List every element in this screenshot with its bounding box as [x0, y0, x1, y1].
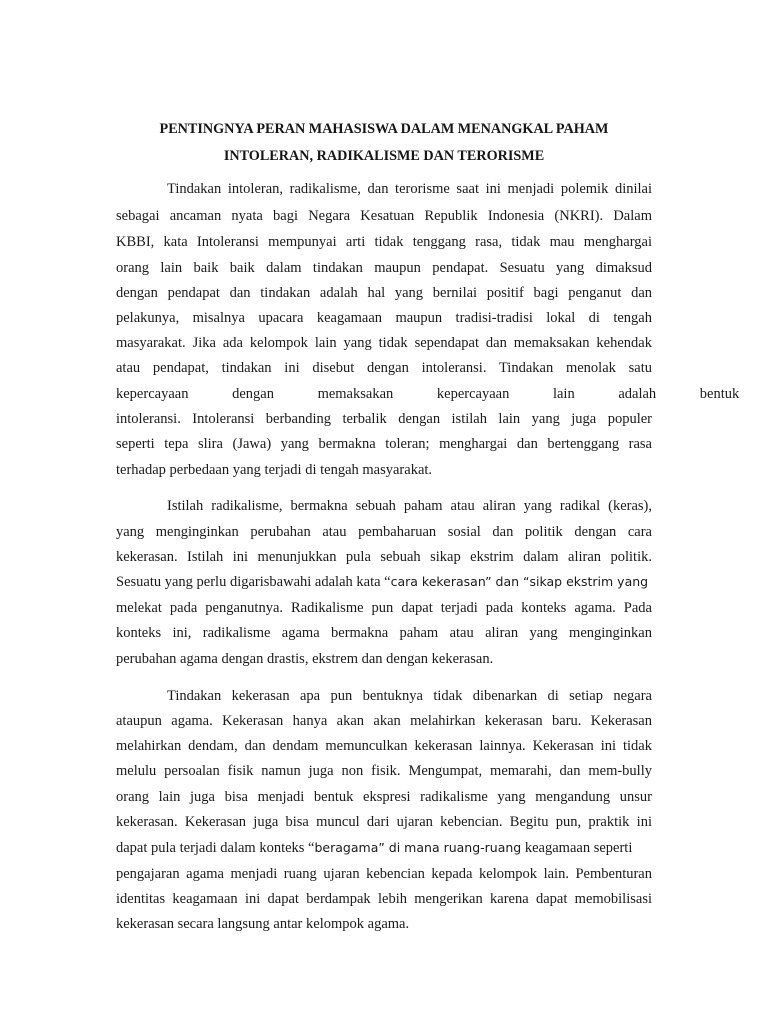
- p3-line-1: Tindakan kekerasan apa pun bentuknya tidak dibenarkan di setiap negara: [167, 688, 652, 704]
- p3-line-7-end: keagamaan seperti: [521, 840, 633, 856]
- p1-line-10: intoleransi. Intoleransi berbanding terbalik dengan istilah lain yang juga populer: [116, 411, 652, 427]
- p3-line-7-serif: dapat pula terjadi dalam konteks “: [116, 840, 315, 856]
- p2-line-7: perubahan agama dengan drastis, ekstrem dan dengan kekerasan.: [116, 651, 494, 667]
- p3-line-3: melahirkan dendam, dan dendam memunculkan kekerasan lainnya. Kekerasan ini tidak: [116, 738, 652, 754]
- p2-line-4: [116, 573, 652, 591]
- p2-line-3: kekerasan. Istilah ini menunjukkan pula sebuah sikap ekstrim dalam aliran politik.: [116, 549, 652, 565]
- p1-line-2: sebagai ancaman nyata bagi Negara Kesatuan Republik Indonesia (NKRI). Dalam: [116, 208, 652, 224]
- title-line-2: INTOLERAN, RADIKALISME DAN TERORISME: [223, 148, 545, 164]
- p1-line-5: dengan pendapat dan tindakan adalah hal yang bernilai positif bagi penganut dan: [116, 285, 652, 301]
- p3-line-7: [116, 839, 652, 857]
- p3-line-2: ataupun agama. Kekerasan hanya akan akan melahirkan kekerasan baru. Kekerasan: [116, 713, 652, 729]
- p2-line-4-serif: Sesuatu yang perlu digarisbawahi adalah kata “: [116, 574, 391, 590]
- p3-line-5: orang lain juga bisa menjadi bentuk ekspresi radikalisme yang mengandung unsur: [116, 789, 652, 805]
- p2-line-5: melekat pada penganutnya. Radikalisme pun dapat terjadi pada konteks agama. Pada: [116, 600, 652, 616]
- p3-line-8: pengajaran agama menjadi ruang ujaran kebencian kepada kelompok lain. Pembenturan: [116, 866, 652, 882]
- p3-line-9: identitas keagamaan ini dapat berdampak lebih mengerikan karena dapat memobilisasi: [116, 891, 652, 907]
- p2-line-1: Istilah radikalisme, bermakna sebuah paham atau aliran yang radikal (keras),: [167, 498, 652, 514]
- p2-line-6: konteks ini, radikalisme agama bermakna paham atau aliran yang menginginkan: [116, 625, 652, 641]
- p1-line-9: kepercayaan dengan memaksakan kepercayaan lain adalah bentuk: [116, 386, 740, 402]
- title-line-1: PENTINGNYA PERAN MAHASISWA DALAM MENANGKAL PAHAM: [159, 121, 609, 137]
- p3-line-4: melulu persoalan fisik namun juga non fisik. Mengumpat, memarahi, dan mem-bully: [116, 763, 652, 779]
- p3-line-7-sans: beragama” di mana ruang-ruang: [314, 840, 522, 855]
- p1-line-1: Tindakan intoleran, radikalisme, dan terorisme saat ini menjadi polemik dinilai: [167, 181, 652, 197]
- p1-line-11: seperti tepa slira (Jawa) yang bermakna toleran; menghargai dan bertenggang rasa: [116, 436, 652, 452]
- p1-line-8: atau pendapat, tindakan ini disebut dengan intoleransi. Tindakan menolak satu: [116, 360, 652, 376]
- p2-line-4-sans: cara kekerasan” dan “sikap ekstrim yang: [390, 574, 649, 589]
- p1-line-4: orang lain baik baik dalam tindakan maupun pendapat. Sesuatu yang dimaksud: [116, 260, 652, 276]
- p1-line-3: KBBI, kata Intoleransi mempunyai arti tidak tenggang rasa, tidak mau menghargai: [116, 234, 652, 250]
- p2-line-2: yang menginginkan perubahan atau pembaharuan sosial dan politik dengan cara: [116, 524, 652, 540]
- p1-line-7: masyarakat. Jika ada kelompok lain yang tidak sependapat dan memaksakan kehendak: [116, 335, 652, 351]
- p3-line-10: kekerasan secara langsung antar kelompok agama.: [116, 916, 410, 932]
- p1-line-12: terhadap perbedaan yang terjadi di tengah masyarakat.: [116, 462, 433, 478]
- p3-line-6: kekerasan. Kekerasan juga bisa muncul dari ujaran kebencian. Begitu pun, praktik ini: [116, 814, 652, 830]
- p1-line-6: pelakunya, misalnya upacara keagamaan maupun tradisi-tradisi lokal di tengah: [116, 310, 652, 326]
